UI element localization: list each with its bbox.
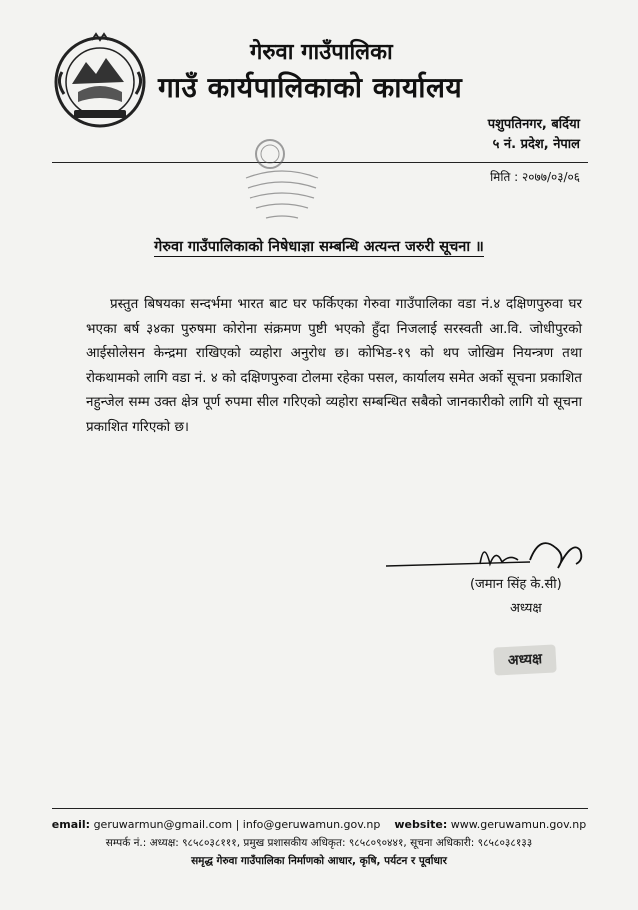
office-seal-stamp	[232, 134, 332, 230]
address-line-1: पशुपतिनगर, बर्दिया	[487, 117, 580, 132]
municipality-emblem-logo	[52, 32, 148, 128]
notice-subject-text: गेरुवा गाउँपालिकाको निषेधाज्ञा सम्बन्धि अत्यन्त जरुरी सूचना ॥	[154, 239, 484, 255]
website-value: www.geruwamun.gov.np	[450, 818, 587, 831]
address-line-2: ५ नं. प्रदेश, नेपाल	[492, 137, 580, 152]
notice-date: मिति : २०७७/०३/०६	[490, 170, 580, 184]
notice-body: प्रस्तुत बिषयका सन्दर्भमा भारत बाट घर फर्किएका गेरुवा गाउँपालिका वडा नं.४ दक्षिणपुरुवा घर भएका बर्ष ३४का पुरुषमा कोरोना संक्रमण पुष्टी भएको हुँदा निजलाई सरस्वती आ.वि. जोधीपुरको आईसोलेसन केन्द्रमा राखिएको व्यहोरा अनुरोध छ। कोभिड-१९ को थप जोखिम नियन्त्रण तथा रोकथामको लागि वडा नं. ४ को दक्षिणपुरुवा टोलमा रहेका पसल, कार्यालय समेत अर्को सूचना प्रकाशित नहुन्जेल सम्म उक्त क्षेत्र पूर्ण रुपमा सील गरिएको व्यहोरा सम्बन्धित सबैको जानकारीको लागि यो सूचना प्रकाशित गरिएको छ।	[86, 296, 582, 435]
notice-subject	[0, 236, 638, 256]
signer-name: (जमान सिंह के.सी)	[470, 577, 562, 592]
footer-contact-line	[0, 818, 638, 831]
footer-slogan: समृद्ध गेरुवा गाउँपालिका निर्माणको आधार, कृषि, पर्यटन र पूर्वाधार	[191, 855, 447, 867]
handwritten-signature	[380, 520, 590, 580]
email-label: email:	[51, 818, 91, 831]
office-name: गाउँ कार्यपालिकाको कार्यालय	[158, 71, 463, 104]
footer-divider	[52, 808, 588, 809]
signer-role: अध्यक्ष	[510, 601, 542, 616]
email-value: geruwarmun@gmail.com | info@geruwamun.gov.np	[93, 818, 381, 831]
role-stamp: अध्यक्ष	[493, 644, 556, 675]
municipality-name: गेरुवा गाउँपालिका	[250, 40, 393, 65]
footer-phone-numbers: सम्पर्क नं.: अध्यक्ष: ९८५८०३८१११, प्रमुख प्रशासकीय अधिकृत: ९८५८०९०४४१, सूचना अधिकारी: ९८५८०३८१३३	[105, 837, 533, 849]
website-label: website:	[394, 818, 448, 831]
